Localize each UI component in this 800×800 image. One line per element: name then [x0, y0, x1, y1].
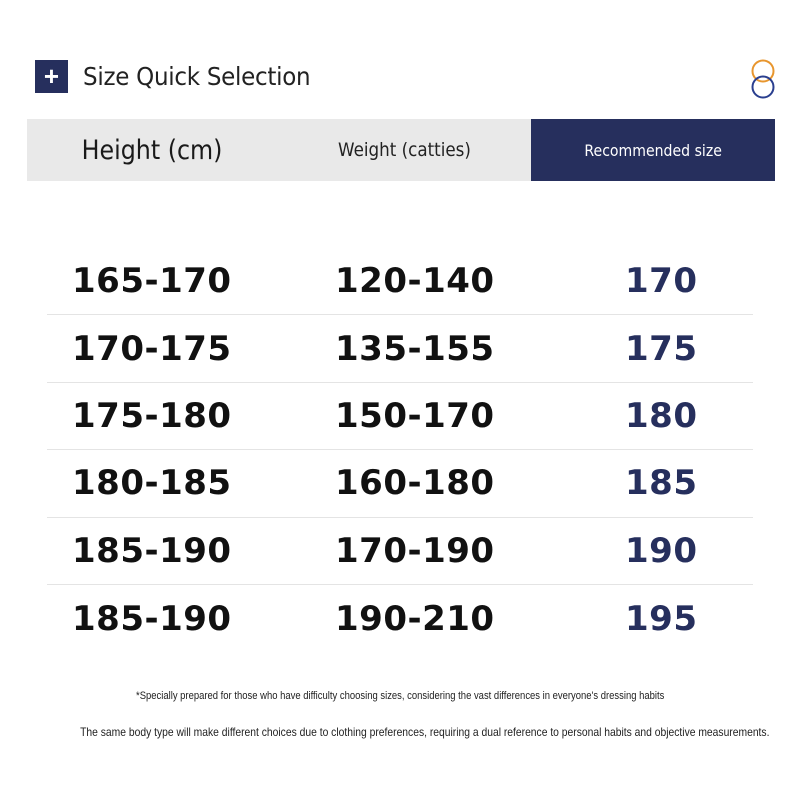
weight-cell: 150-170: [335, 395, 495, 436]
table-row: [47, 450, 753, 517]
weight-cell: 190-210: [335, 598, 495, 639]
interlocking-rings-icon: [749, 58, 777, 100]
weight-cell: 120-140: [335, 261, 495, 302]
size-cell: 180: [625, 395, 698, 436]
table-row: [47, 518, 753, 585]
size-cell: 175: [625, 328, 698, 369]
height-cell: 165-170: [72, 261, 232, 302]
table-row: [47, 248, 753, 315]
weight-cell: 160-180: [335, 463, 495, 504]
size-cell: 195: [625, 598, 698, 639]
height-cell: 175-180: [72, 395, 232, 436]
column-header-weight: Weight (catties): [278, 119, 531, 181]
footnote-disclaimer: *Specially prepared for those who have difficulty choosing sizes, considering the vast differences in everyone's dressing habits: [135, 690, 665, 702]
table-row: [47, 585, 753, 652]
size-cell: 185: [625, 463, 698, 504]
column-header-recommended-size: Recommended size: [531, 119, 775, 181]
size-cell: 170: [625, 261, 698, 302]
plus-icon: +: [35, 60, 68, 93]
weight-cell: 170-190: [335, 530, 495, 571]
table-row: [47, 315, 753, 382]
height-cell: 185-190: [72, 530, 232, 571]
size-table-body: [47, 248, 753, 652]
table-row: [47, 383, 753, 450]
column-header-height: Height (cm): [27, 119, 278, 181]
weight-cell: 135-155: [335, 328, 495, 369]
height-cell: 170-175: [72, 328, 232, 369]
page-title: Size Quick Selection: [83, 61, 311, 91]
section-title-bar: [35, 58, 330, 94]
size-cell: 190: [625, 530, 698, 571]
footnote-reference: The same body type will make different choices due to clothing preferences, requiring a dual reference to personal habits and objective measurements.: [80, 725, 770, 739]
height-cell: 180-185: [72, 463, 232, 504]
table-header: [27, 119, 775, 181]
height-cell: 185-190: [72, 598, 232, 639]
